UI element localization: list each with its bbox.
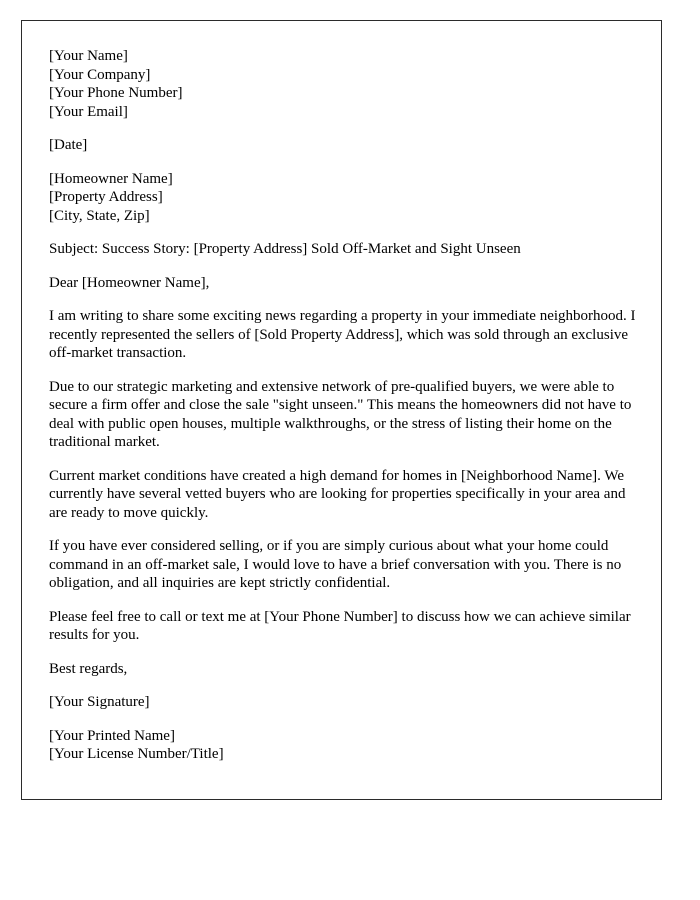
- date-line: [Date]: [49, 137, 88, 153]
- license-title-line: [Your License Number/Title]: [49, 746, 224, 762]
- sender-company-line: [Your Company]: [49, 66, 151, 83]
- body-paragraph-5: Please feel free to call or text me at [Your Phone Number] to discuss how we can achieve similar results for you.: [49, 608, 631, 643]
- recipient-address-line: [Property Address]: [49, 189, 163, 205]
- salutation: Dear [Homeowner Name],: [49, 274, 210, 291]
- body-paragraph-2: Due to our strategic marketing and extensive network of pre-qualified buyers, we were able to secure a firm offer and close the sale "sight unseen." This means the homeowners did not have to deal with public open houses, multiple walkthroughs, or the stress of listing their home on the traditional market.: [49, 378, 632, 450]
- body-paragraph-4: If you have ever considered selling, or if you are simply curious about what your home could command in an off-market sale, I would love to have a brief conversation with you. There is no obligation, and all inquiries are kept strictly confidential.: [49, 538, 622, 591]
- subject-line: Subject: Success Story: [Property Address] Sold Off-Market and Sight Unseen: [49, 241, 521, 257]
- sender-block: [49, 47, 639, 121]
- letter-document: [21, 20, 662, 800]
- body-paragraph-3: Current market conditions have created a high demand for homes in [Neighborhood Name]. We currently have several vetted buyers who are looking for properties specifically in your area and are ready to move quickly.: [49, 467, 626, 521]
- printed-name-line: [Your Printed Name]: [49, 727, 175, 744]
- recipient-city-state-zip-line: [City, State, Zip]: [49, 207, 150, 224]
- signature-placeholder: [Your Signature]: [49, 694, 150, 710]
- body-paragraph-1: I am writing to share some exciting news regarding a property in your immediate neighborhood. I recently represented the sellers of [Sold Property Address], which was sold through an exclusive off-market transaction.: [49, 308, 636, 361]
- sender-name-line: [Your Name]: [49, 48, 128, 64]
- recipient-name-line: [Homeowner Name]: [49, 170, 173, 187]
- closing-line: Best regards,: [49, 660, 128, 677]
- sender-phone-line: [Your Phone Number]: [49, 85, 183, 101]
- printed-name-block: [49, 727, 639, 764]
- recipient-block: [49, 170, 639, 226]
- sender-email-line: [Your Email]: [49, 103, 128, 120]
